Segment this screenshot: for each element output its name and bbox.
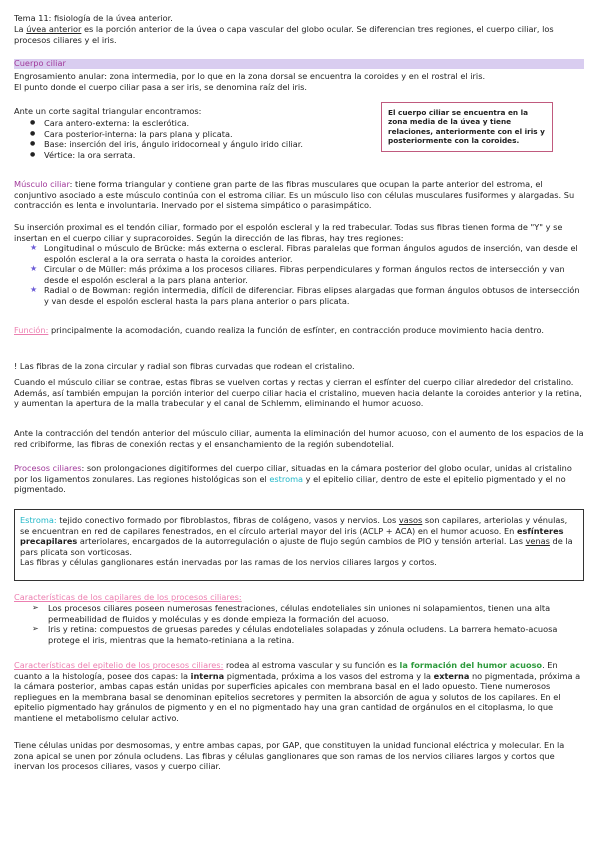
esfinteres-term: esfínteres precapilares [20, 525, 564, 547]
externa-term: externa [433, 670, 470, 681]
list-item: ➢ Iris y retina: compuestos de gruesas paredes y células endoteliales solapadas y zónula ocludens. La barrera hemato-acuosa protege el iris, mientras que la hemato-retiniana a la retina. [32, 624, 558, 645]
corte-intro: Ante un corte sagital triangular encontramos: [14, 106, 202, 116]
estroma-box [14, 509, 584, 581]
epitelio-heading: Características del epitelio de los procesos ciliares: [14, 660, 224, 670]
list-item: ● Base: inserción del iris, ángulo iridocorneal y ángulo irido ciliar. [14, 139, 374, 150]
arrow-icon: ➢ [32, 624, 39, 634]
list-item: ● Vértice: la ora serrata. [14, 150, 374, 161]
desmosomas-paragraph: Tiene células unidas por desmosomas, y entre ambas capas, por GAP, que constituyen la unidad funcional eléctrica y molecular. En la zona apical se unen por zónula ocludens. Las fibras y células ganglionares que son ramas de los nervios ciliares largos y cortos que inervan los procesos ciliares, vasos y cuerpo ciliar. [14, 740, 565, 772]
page-title: Tema 11: fisiología de la úvea anterior. [14, 13, 173, 23]
cuerpo-ciliar-heading: Cuerpo ciliar [14, 58, 66, 68]
uvea-anterior-term: úvea anterior [26, 24, 82, 34]
venas-term: venas [525, 536, 550, 547]
note-text: El cuerpo ciliar se encuentra en la zona media de la úvea y tiene relaciones, anteriormente con el iris y posteriormente con la coroides. [388, 108, 545, 145]
estroma-inervacion: Las fibras y células ganglionares están inervadas por las ramas de los nervios ciliares largos y cortos. [20, 557, 437, 568]
insercion-paragraph: Su inserción proximal es el tendón ciliar, formado por el espolón escleral y la red trabecular. Todas sus fibras tienen forma de "Y" y se insertan en el cuerpo ciliar y supracoroides. Según la dirección de las fibras, hay tres regiones: [14, 222, 563, 243]
list-item: ★ Radial o de Bowman: región intermedia, difícil de diferenciar. Fibras elipses alargadas que forman ángulos obtusos de intersección y van desde el espolón escleral hasta la pars plana anterior o pars plicata. [30, 285, 580, 306]
corte-list [14, 118, 374, 160]
estroma-box-term: Estroma: [20, 515, 57, 525]
tendon-paragraph: Ante la contracción del tendón anterior del músculo ciliar, aumenta la eliminación del humor acuoso, con el aumento de los espacios de la red cribiforme, las fibras de conexión rectas y el ensanchamiento de la región subendotelial. [14, 428, 584, 449]
estroma-text: Estroma: tejido conectivo formado por fibroblastos, fibras de colágeno, vasos y nervios. Los vasos son capilares, arteriolas y vénulas, se encuentran en red de capilares fenestrados, en el círculo arterial mayor del iris (ACLP + ACA) en el humor acuoso. En esfínteres precapilares arteriolares, encargados de la autorregulación o ajuste de flujo según cambios de PIO y tensión arterial. Las venas de la pars plicata son vorticosas. [20, 515, 573, 557]
contraccion-paragraph: Cuando el músculo ciliar se contrae, estas fibras se vuelven cortas y rectas y cierran el esfínter del cuerpo ciliar alrededor del cristalino. Además, así también empujan la porción interior del cuerpo ciliar hacia el cristalino, mueven hacia delante la coroides anterior y la retina, y aumentan la apertura de la malla trabecular y el canal de Schlemm, eliminando el humor acuoso. [14, 377, 582, 409]
fibras-list [14, 243, 586, 307]
star-icon: ★ [30, 285, 38, 295]
musculo-ciliar-term: Músculo ciliar [14, 179, 70, 189]
interna-term: interna [190, 670, 225, 681]
star-icon: ★ [30, 264, 38, 274]
intro-paragraph: La úvea anterior es la porción anterior de la úvea o capa vascular del globo ocular. Se diferencian tres regiones, el cuerpo ciliar, los procesos ciliares y el iris. [14, 24, 554, 45]
note-box [381, 102, 553, 152]
warning-icon: ! [14, 361, 18, 371]
cuerpo-ciliar-p1: Engrosamiento anular: zona intermedia, por lo que en la zona dorsal se encuentra la coroides y en el rostral el iris. [14, 71, 486, 81]
formacion-humor-term: la formación del humor acuoso [399, 660, 543, 670]
capilares-heading: Características de los capilares de los procesos ciliares: [14, 592, 242, 602]
arrow-icon: ➢ [32, 603, 39, 612]
funcion-paragraph: Función: principalmente la acomodación, cuando realiza la función de esfínter, en contracción produce movimiento hacia dentro. [14, 325, 544, 335]
list-item: ● Cara posterior-interna: la pars plana y plicata. [14, 129, 374, 140]
funcion-term: Función: [14, 325, 49, 335]
musculo-ciliar-paragraph: Músculo ciliar: tiene forma triangular y contiene gran parte de las fibras musculares que ocupan la parte anterior del estroma, el conjuntivo asociado a este músculo continúa con el estroma ciliar. Es un músculo liso con células musculares fusiformes y alargadas. Su contracción es lenta e involuntaria. Inervado por el sistema simpático o parasimpático. [14, 179, 575, 211]
list-item: ● Cara antero-externa: la esclerótica. [14, 118, 374, 129]
cuerpo-ciliar-heading-bar [14, 59, 584, 69]
procesos-ciliares-term: Procesos ciliares [14, 463, 82, 473]
procesos-ciliares-paragraph: Procesos ciliares: son prolongaciones digitiformes del cuerpo ciliar, situadas en la cámara posterior del globo ocular, unidas al cristalino por los ligamentos zonulares. Las regiones histológicas son el estroma y el epitelio ciliar, dentro de este el epitelio pigmentado y el no pigmentado. [14, 463, 572, 495]
list-item: ★ Longitudinal o músculo de Brücke: más externa o escleral. Fibras paralelas que forman ángulos agudos de inserción, van desde el espolón escleral a la ora serrata o hasta la coroides anterior. [30, 243, 578, 264]
estroma-term: estroma [269, 473, 304, 484]
warning-note: ! Las fibras de la zona circular y radial son fibras curvadas que rodean el cristalino. [14, 361, 355, 371]
cuerpo-ciliar-p2: El punto donde el cuerpo ciliar pasa a ser iris, se denomina raíz del iris. [14, 82, 308, 92]
vasos-term: vasos [398, 515, 423, 525]
list-item: ★ Circular o de Müller: más próxima a los procesos ciliares. Fibras perpendiculares y forman ángulos rectos de intersección y van desde el espolón escleral a la pars plana anterior. [30, 264, 565, 285]
epitelio-paragraph: Características del epitelio de los procesos ciliares: rodea al estroma vascular y su función es la formación del humor acuoso. En cuanto a la histología, posee dos capas: la interna pigmentada, próxima a los vasos del estroma y la externa no pigmentada, próxima a la cámara posterior, ambas capas están unidas por superficies apicales con membrana basal en el lado opuesto. Tiene numerosos repliegues en la membrana basal se denominan epitelios secretores y permiten la absorción de agua y solutos de los capilares. En el epitelio pigmentado hay gránulos de pigmento y en el no pigmentado hay una gran cantidad de orgánulos en el citoplasma, lo que mantiene el metabolismo celular activo. [14, 660, 581, 723]
capilares-list [14, 603, 586, 645]
star-icon: ★ [30, 243, 38, 252]
list-item: ➢ Los procesos ciliares poseen numerosas fenestraciones, células endoteliales sin uniones ni solapamientos, tienen una alta permeabilidad de fluidos y moléculas y es donde empieza la formación del acuoso. [32, 603, 551, 624]
